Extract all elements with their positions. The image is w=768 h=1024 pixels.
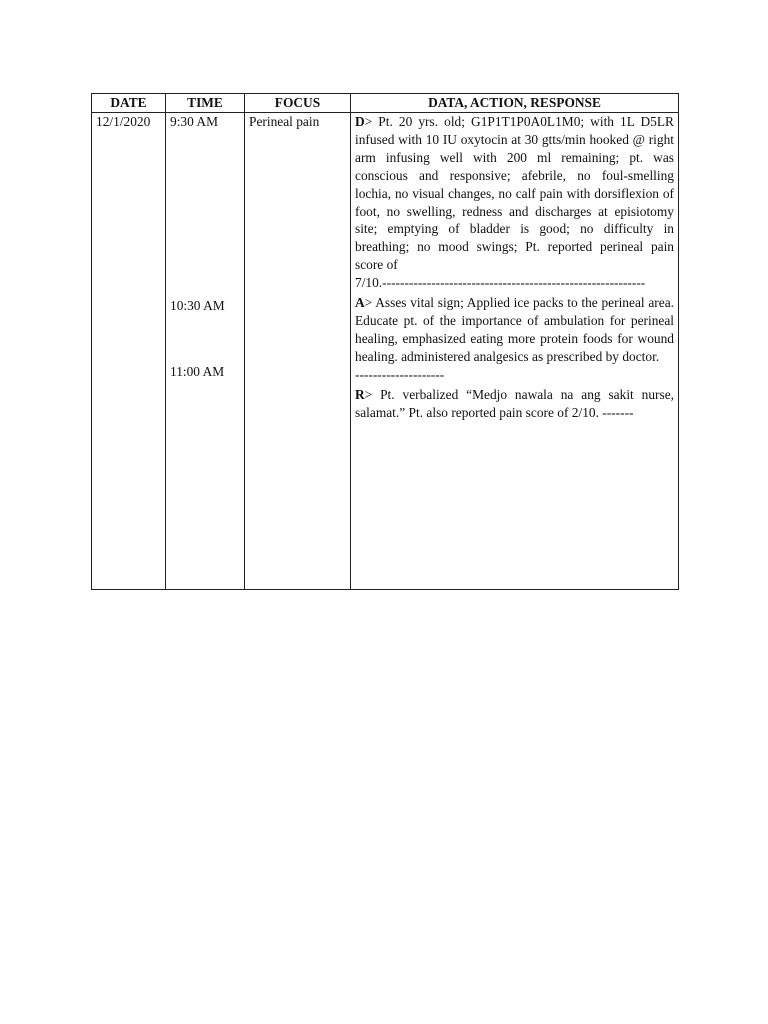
cell-dar	[351, 113, 679, 590]
data-text: > Pt. 20 yrs. old; G1P1T1P0A0L1M0; with 1L D5LR infused with 10 IU oxytocin at 30 gtts/min hooked @ right arm infusing well with 200 ml remaining; pt. was conscious and responsive; afebrile, no foul-smelling lochia, no visual changes, no calf pain with dorsiflexion of foot, no swelling, redness and discharges at episiotomy site; emptying of bladder is good; no difficulty in breathing; no mood swings; Pt. reported perineal pain score of	[355, 114, 674, 273]
action-entry	[355, 294, 674, 384]
response-label: R	[355, 386, 365, 402]
response-text: > Pt. verbalized “Medjo nawala na ang sakit nurse, salamat.” Pt. also reported pain score of 2/10. -------	[355, 386, 674, 420]
header-time: TIME	[166, 94, 245, 113]
data-end: 7/10.-----------------------------------------------------------	[355, 275, 646, 291]
time-list	[170, 113, 240, 589]
cell-focus: Perineal pain	[245, 113, 351, 590]
table-row	[92, 113, 679, 590]
header-date: DATE	[92, 94, 166, 113]
table-header-row	[92, 94, 679, 113]
action-text: > Asses vital sign; Applied ice packs to the perineal area. Educate pt. of the importance of ambulation for perineal healing, emphasized eating more protein foods for wound healing. administered analgesics as prescribed by doctor.	[355, 295, 674, 364]
dar-notes-table	[91, 93, 679, 590]
time-entry-1: 9:30 AM	[170, 114, 218, 129]
cell-time	[166, 113, 245, 590]
time-entry-3: 11:00 AM	[170, 364, 225, 379]
response-entry	[355, 386, 674, 422]
time-entry-2: 10:30 AM	[170, 298, 225, 313]
data-entry	[355, 113, 674, 292]
header-dar: DATA, ACTION, RESPONSE	[351, 94, 679, 113]
action-label: A	[355, 295, 365, 311]
cell-date: 12/1/2020	[92, 113, 166, 590]
data-label: D	[355, 114, 365, 129]
header-focus: FOCUS	[245, 94, 351, 113]
action-end: --------------------	[355, 366, 445, 382]
